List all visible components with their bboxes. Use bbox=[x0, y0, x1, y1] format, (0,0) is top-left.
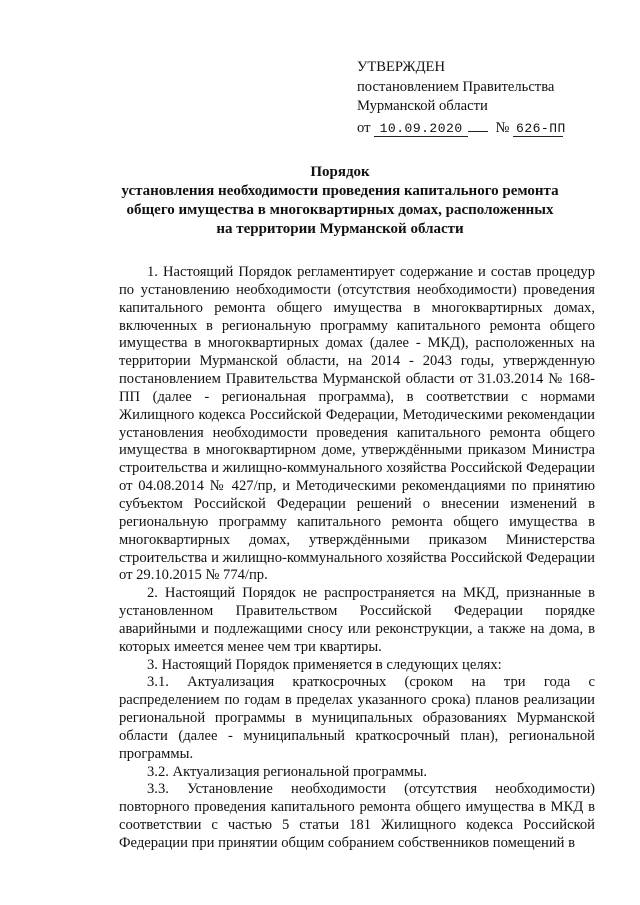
approval-region: Мурманской области bbox=[357, 98, 488, 114]
paragraph-3-2: 3.2. Актуализация региональной программы. bbox=[147, 763, 428, 780]
document-body bbox=[119, 264, 595, 853]
date-underline bbox=[468, 117, 488, 132]
number-prefix: № bbox=[495, 119, 510, 136]
paragraph-3-1: 3.1. Актуализация краткосрочных (сроком на три года с распределением по годам в пределах указанного срока) планов реализации региональной программы в муниципальных образованиях Мурманской области (далее - муниципальный краткосрочный план), региональной программы. bbox=[119, 674, 595, 762]
document-title bbox=[60, 163, 620, 239]
handwritten-number: 626-ПП bbox=[513, 122, 563, 137]
title-line-2: установления необходимости проведения капитального ремонта bbox=[121, 183, 559, 199]
paragraph-3: 3. Настоящий Порядок применяется в следующих целях: bbox=[147, 656, 502, 673]
approval-date-number-row bbox=[357, 117, 566, 139]
title-line-4: на территории Мурманской области bbox=[216, 221, 464, 237]
handwritten-date: 10.09.2020 bbox=[374, 122, 468, 137]
approval-authority: постановлением Правительства bbox=[357, 78, 555, 95]
paragraph-2: 2. Настоящий Порядок не распространяется на МКД, признанные в установленном Правительством Российской Федерации порядке аварийными и подлежащими сносу или реконструкции, а также на дома, в которых имеется менее чем три квартиры. bbox=[119, 585, 595, 655]
paragraph-1: 1. Настоящий Порядок регламентирует содержание и состав процедур по установлению необходимости (отсутствия необходимости) проведения капитального ремонта общего имущества в многоквартирных домах, включенных в региональную программу капитального ремонта общего имущества в многоквартирных домах (далее - МКД), расположенных на территории Мурманской области, на 2014 - 2043 годы, утвержденную постановлением Правительства Мурманской области от 31.03.2014 № 168-ПП (далее - региональная программа), в соответствии с нормами Жилищного кодекса Российской Федерации, Методическими рекомендации установления необходимости проведения капитального ремонта общего имущества в многоквартирном доме, утверждёнными приказом Министра строительства и жилищно-коммунального хозяйства Российской Федерации от 04.08.2014 № 427/пр, и Методическими рекомендациями по принятию субъектом Российской Федерации решений о внесении изменений в региональную программу капитального ремонта общего имущества в многоквартирных домах, утверждёнными приказом Министерства строительства и жилищно-коммунального хозяйства Российской Федерации от 29.10.2015 № 774/пр. bbox=[119, 264, 595, 584]
date-prefix: от bbox=[357, 119, 371, 136]
approval-stamp bbox=[357, 58, 566, 138]
title-line-3: общего имущества в многоквартирных домах, расположенных bbox=[126, 202, 554, 218]
paragraph-3-3: 3.3. Установление необходимости (отсутствия необходимости) повторного проведения капитального ремонта общего имущества в МКД в соответствии с частью 5 статьи 181 Жилищного кодекса Российской Федерации при принятии общим собранием собственников помещений в bbox=[119, 781, 595, 851]
approval-heading: УТВЕРЖДЕН bbox=[357, 59, 445, 75]
title-line-1: Порядок bbox=[310, 164, 370, 180]
